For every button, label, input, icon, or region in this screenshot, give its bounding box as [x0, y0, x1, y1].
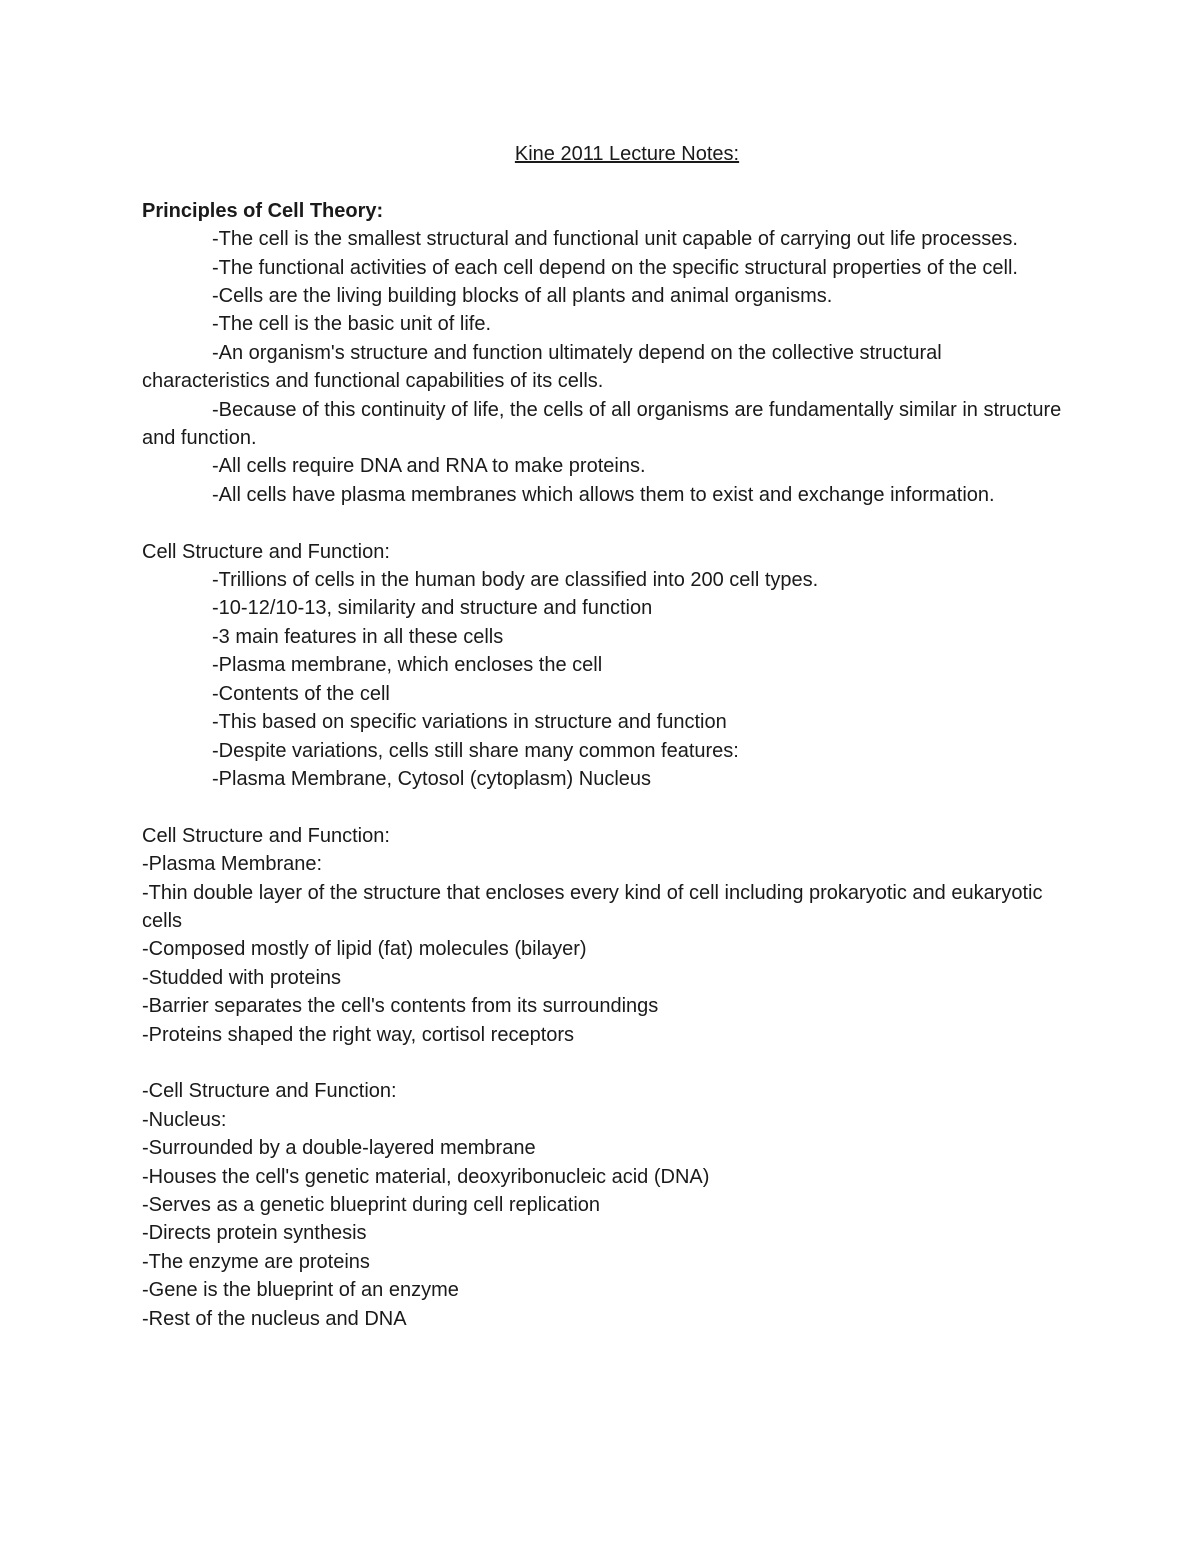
- section-cell-structure-and-function-3: [142, 1077, 1072, 1333]
- section-principles-of-cell-theory: [142, 197, 1072, 509]
- list-item: -Proteins shaped the right way, cortisol receptors: [142, 1023, 575, 1046]
- list-item: -An organism's structure and function ultimately depend on the collective structural characteristics and functional capabilities of its cells.: [142, 341, 942, 393]
- list-item: -Plasma membrane, which encloses the cell: [212, 654, 603, 677]
- blank-line: [142, 1049, 1072, 1077]
- document-title: Kine 2011 Lecture Notes:: [514, 143, 740, 165]
- list-item: -The cell is the basic unit of life.: [212, 313, 492, 336]
- list-item: -Gene is the blueprint of an enzyme: [142, 1279, 459, 1302]
- blank-line: [142, 509, 1072, 537]
- list-item: -Composed mostly of lipid (fat) molecules (bilayer): [142, 938, 587, 961]
- section-cell-structure-and-function-1: [142, 538, 1072, 794]
- list-item: -Cells are the living building blocks of all plants and animal organisms.: [212, 285, 833, 308]
- list-item: -Despite variations, cells still share many common features:: [212, 739, 739, 762]
- section-heading: Cell Structure and Function:: [142, 540, 390, 563]
- list-item: -All cells have plasma membranes which allows them to exist and exchange information.: [212, 483, 995, 506]
- list-item: -Contents of the cell: [212, 682, 390, 705]
- section-heading: -Cell Structure and Function:: [142, 1080, 397, 1103]
- list-item: -The enzyme are proteins: [142, 1250, 370, 1273]
- section-cell-structure-and-function-2: [142, 822, 1072, 1049]
- list-item: -Rest of the nucleus and DNA: [142, 1307, 407, 1330]
- list-item: -Because of this continuity of life, the cells of all organisms are fundamentally similar in structure and function.: [142, 398, 1062, 450]
- list-item: -All cells require DNA and RNA to make proteins.: [212, 455, 646, 478]
- list-item: -The cell is the smallest structural and functional unit capable of carrying out life processes.: [212, 228, 1018, 251]
- list-item: -10-12/10-13, similarity and structure and function: [212, 597, 653, 620]
- list-item: -3 main features in all these cells: [212, 625, 504, 648]
- list-item: -Serves as a genetic blueprint during cell replication: [142, 1193, 601, 1216]
- list-item: -Studded with proteins: [142, 966, 342, 989]
- list-item: -Thin double layer of the structure that encloses every kind of cell including prokaryotic and eukaryotic cells: [142, 881, 1043, 932]
- list-item: -Plasma Membrane:: [142, 853, 323, 876]
- list-item: -Barrier separates the cell's contents from its surroundings: [142, 995, 659, 1018]
- list-item: -Houses the cell's genetic material, deoxyribonucleic acid (DNA): [142, 1165, 710, 1188]
- blank-line: [142, 168, 1072, 196]
- list-item: -Directs protein synthesis: [142, 1222, 367, 1245]
- list-item: -This based on specific variations in structure and function: [212, 711, 727, 734]
- section-heading: Principles of Cell Theory:: [142, 199, 384, 222]
- list-item: -Nucleus:: [142, 1108, 227, 1131]
- list-item: -Trillions of cells in the human body are classified into 200 cell types.: [212, 569, 819, 592]
- list-item: -Surrounded by a double-layered membrane: [142, 1137, 536, 1160]
- list-item: -Plasma Membrane, Cytosol (cytoplasm) Nucleus: [212, 767, 652, 790]
- document-page: [142, 140, 1072, 1333]
- blank-line: [142, 793, 1072, 821]
- list-item: -The functional activities of each cell depend on the specific structural properties of the cell.: [212, 256, 1018, 279]
- section-heading: Cell Structure and Function:: [142, 824, 390, 847]
